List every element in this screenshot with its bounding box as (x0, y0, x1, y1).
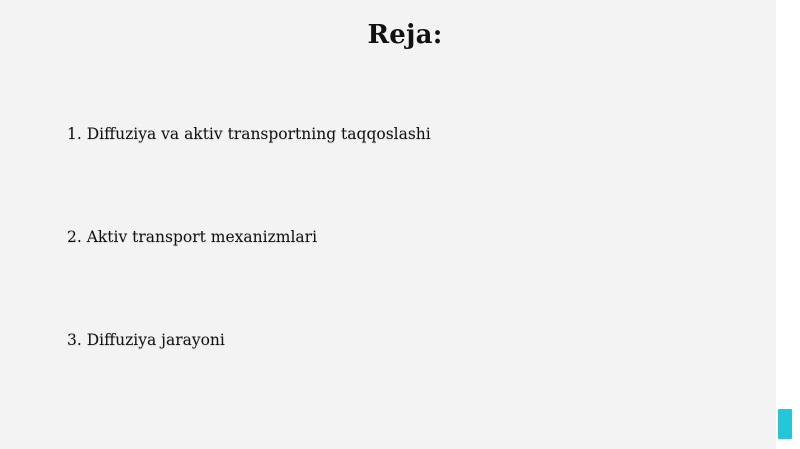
slide-title: Reja: (367, 20, 443, 50)
list-item-1: 1. Diffuziya va aktiv transportning taqqoslashi (67, 125, 431, 143)
scrollbar-track[interactable] (776, 0, 800, 449)
list-item-2: 2. Aktiv transport mexanizmlari (67, 228, 318, 246)
scroll-thumb[interactable] (778, 409, 792, 439)
list-item-3: 3. Diffuziya jarayoni (67, 331, 225, 349)
